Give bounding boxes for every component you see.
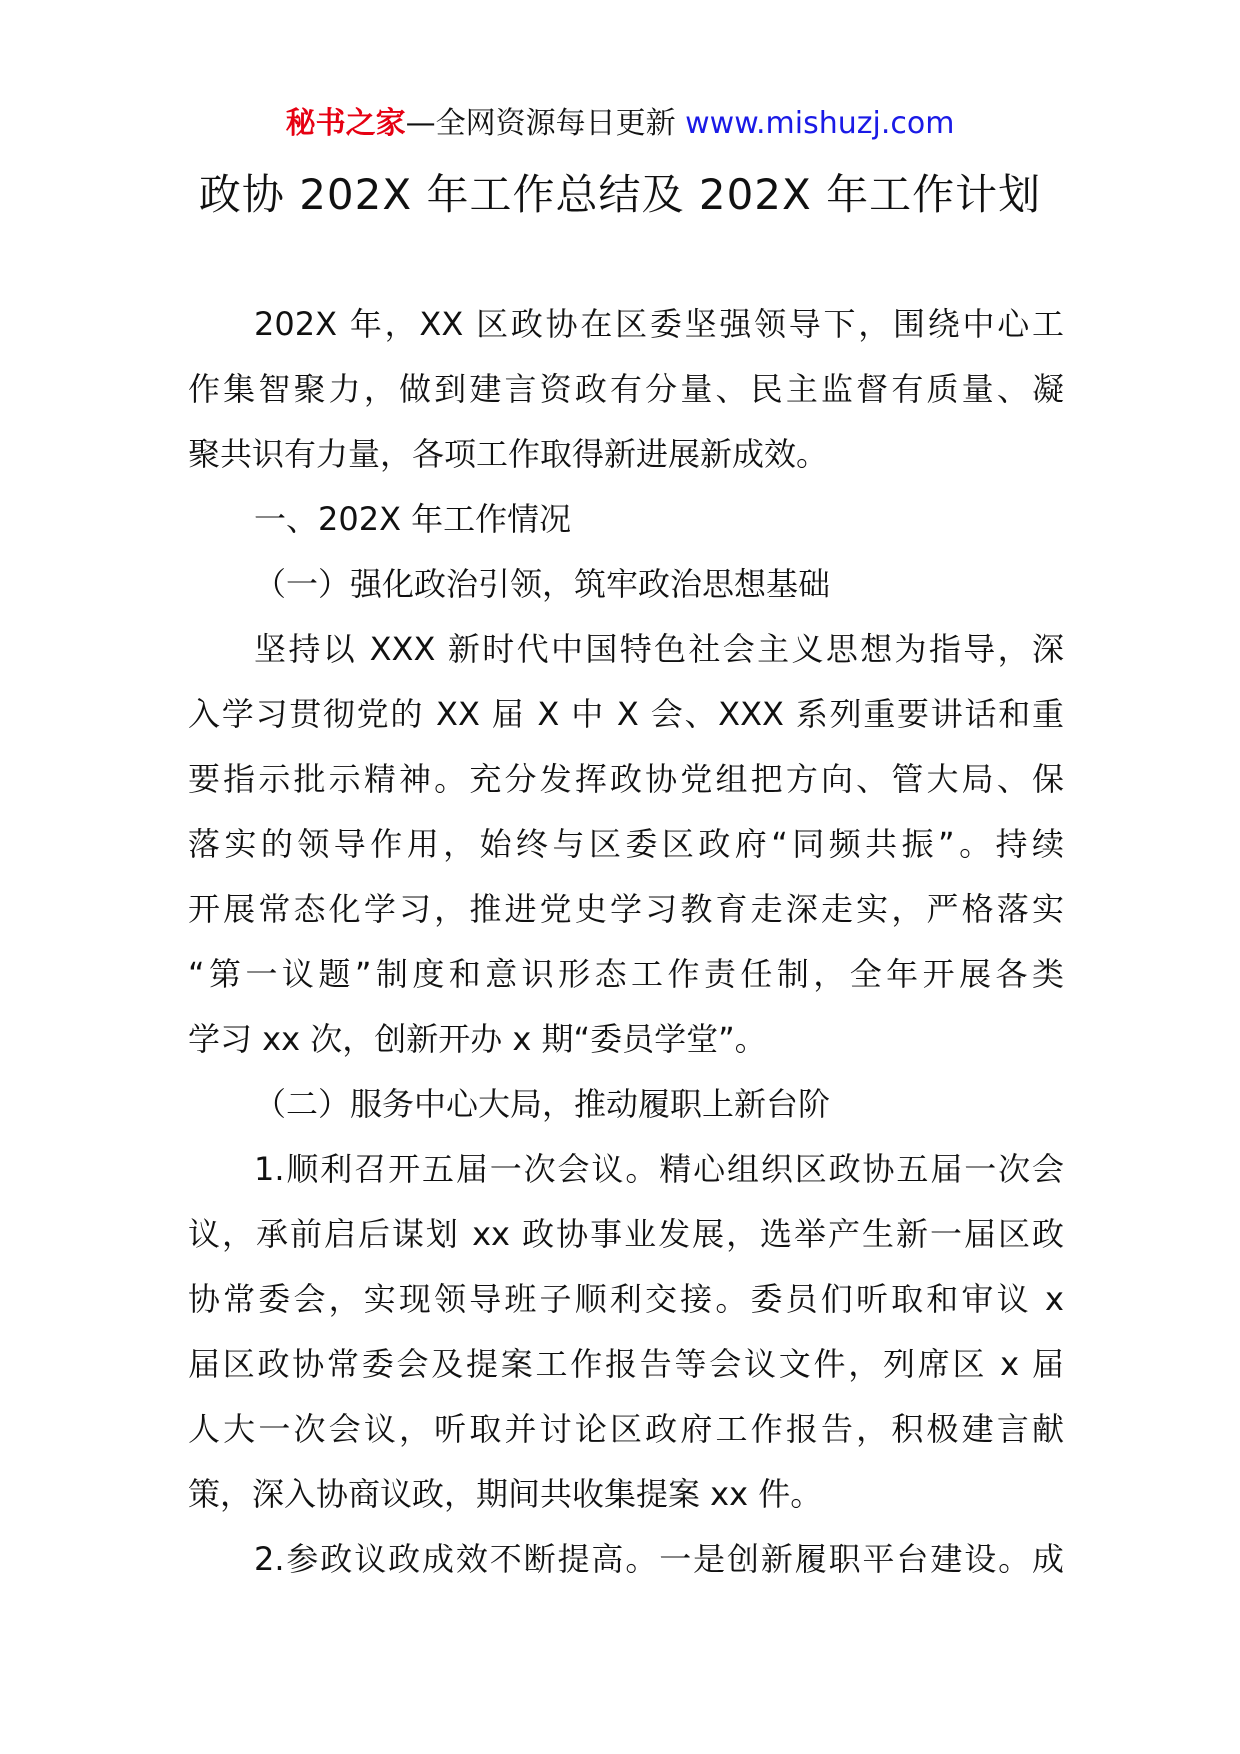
site-url-link[interactable]: www.mishuzj.com: [685, 106, 955, 141]
subsection-heading: （一）强化政治引领，筑牢政治思想基础: [254, 565, 831, 603]
site-slogan: —全网资源每日更新: [405, 106, 686, 141]
document-body: [188, 292, 1064, 1592]
paragraph-line: 坚持以 XXX 新时代中国特色社会主义思想为指导，深: [254, 630, 1064, 668]
paragraph-line: 议，承前启后谋划 xx 政协事业发展，选举产生新一届区政: [188, 1215, 1064, 1253]
paragraph-line: 开展常态化学习，推进党史学习教育走深走实，严格落实: [188, 890, 1064, 928]
document-title: 政协 202X 年工作总结及 202X 年工作计划: [198, 170, 1042, 219]
paragraph-line: 要指示批示精神。充分发挥政协党组把方向、管大局、保: [188, 760, 1064, 798]
paragraph-line: 策，深入协商议政，期间共收集提案 xx 件。: [188, 1475, 823, 1513]
paragraph-line: 作集智聚力，做到建言资政有分量、民主监督有质量、凝: [188, 370, 1064, 408]
paragraph-line: 2.参政议政成效不断提高。一是创新履职平台建设。成: [254, 1540, 1064, 1578]
paragraph-line: “第一议题”制度和意识形态工作责任制，全年开展各类: [188, 955, 1064, 993]
paragraph-line: 届区政协常委会及提案工作报告等会议文件，列席区 x 届: [188, 1345, 1064, 1383]
paragraph-line: 聚共识有力量，各项工作取得新进展新成效。: [188, 435, 829, 473]
paragraph-line: 学习 xx 次，创新开办 x 期“委员学堂”。: [188, 1020, 767, 1058]
paragraph-line: 入学习贯彻党的 XX 届 X 中 X 会、XXX 系列重要讲话和重: [188, 695, 1064, 733]
paragraph-line: 协常委会，实现领导班子顺利交接。委员们听取和审议 x: [188, 1280, 1064, 1318]
subsection-heading: （二）服务中心大局，推动履职上新台阶: [254, 1085, 831, 1123]
paragraph-line: 202X 年，XX 区政协在区委坚强领导下，围绕中心工: [254, 305, 1064, 343]
brand-name: 秘书之家: [285, 106, 406, 141]
paragraph-line: 1.顺利召开五届一次会议。精心组织区政协五届一次会: [254, 1150, 1064, 1188]
site-header: [0, 100, 1240, 148]
paragraph-line: 人大一次会议，听取并讨论区政府工作报告，积极建言献: [188, 1410, 1064, 1448]
section-heading: 一、202X 年工作情况: [254, 500, 572, 538]
paragraph-line: 落实的领导作用，始终与区委区政府“同频共振”。持续: [188, 825, 1064, 863]
